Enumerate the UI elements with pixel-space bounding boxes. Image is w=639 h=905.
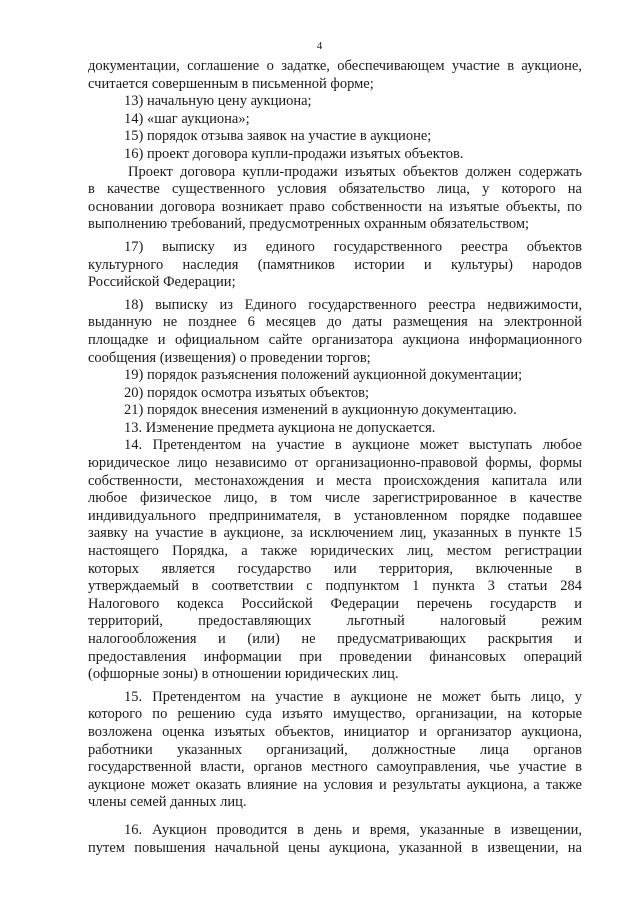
paragraph-start: 16. Аукцион проводится в день и время, указанные в извещении, [124,821,582,838]
text-line: в качестве существенного условия обязательство лица, у которого на [88,181,582,198]
list-item: 15) порядок отзыва заявок на участие в аукционе; [124,128,432,145]
paragraph-start: Проект договора купли-продажи изъятых объектов должен содержать [128,163,582,180]
text-line: культурного наследия (памятников истории и культуры) народов [88,256,582,273]
text-line: основании договора возникает право собственности на изъятые объекты, по [88,198,582,215]
list-item: 14) «шаг аукциона»; [124,110,250,127]
text-line: путем повышения начальной цены аукциона, указанной в извещении, на [88,839,582,856]
text-line: собственности, местонахождения и места происхождения капитала или [88,472,582,489]
text-line: индивидуального предпринимателя, в установленном порядке подавшее [88,507,582,524]
page-number: 4 [316,40,323,52]
list-item: 13) начальную цену аукциона; [124,93,312,110]
text-line: заявку на участие в аукционе, за исключением лиц, указанных в пункте 15 [88,525,582,542]
list-item: 18) выписку из Единого государственного реестра недвижимости, [124,296,582,313]
paragraph-start: 15. Претендентом на участие в аукционе не может быть лицо, у [124,688,582,705]
document-body [88,58,582,857]
text-line: территорий, предоставляющих льготный налоговый режим [88,613,582,630]
text-line: утверждаемый в соответствии с подпунктом 1 пункта 3 статьи 284 [88,578,582,595]
text-line: члены семей данных лиц. [88,794,247,811]
list-item: 21) порядок внесения изменений в аукционную документацию. [124,402,517,419]
text-line: настоящего Порядка, а также юридических лиц, местом регистрации [88,543,582,560]
text-line: юридическое лицо независимо от организационно-правовой формы, формы [88,455,582,472]
text-line: площадке и официальном сайте организатора аукциона информационного [88,331,582,348]
text-line: работники указанных организаций, должностные лица органов [88,741,582,758]
text-line: считается совершенным в письменной форме; [88,75,374,92]
list-item: 17) выписку из единого государственного реестра объектов [124,238,582,255]
text-line: (офшорные зоны) в отношении юридических лиц. [88,666,399,683]
text-line: предоставления информации при проведении финансовых операций [88,648,582,665]
text-line: Российской Федерации; [88,274,236,291]
paragraph-start: 14. Претендентом на участие в аукционе может выступать любое [124,437,582,454]
text-line: которых является государство или территория, включенные в [88,560,582,577]
text-line: аукционе может оказать влияние на условия и результаты аукциона, а также [88,776,582,793]
text-line: возложена оценка изъятых объектов, инициатор и организатор аукциона, [88,723,582,740]
text-line: которого по решению суда изъято имущество, организации, на которые [88,706,582,723]
text-line: любое физическое лицо, в том числе зарегистрированное в качестве [88,490,582,507]
list-item: 19) порядок разъяснения положений аукционной документации; [124,367,523,384]
text-line: выполнению требований, предусмотренных охранным обязательством; [88,216,530,233]
text-line: документации, соглашение о задатке, обеспечивающем участие в аукционе, [88,58,582,74]
text-line: сообщения (извещения) о проведении торгов; [88,349,371,366]
text-line: государственной власти, органов местного самоуправления, чье участие в [88,759,582,776]
text-line: Налогового кодекса Российской Федерации перечень государств и [88,595,582,612]
paragraph-start: 13. Изменение предмета аукциона не допускается. [124,419,436,436]
text-line: выданную не позднее 6 месяцев до даты размещения на электронной [88,314,582,331]
text-line: налогообложения и (или) не предусматривающих раскрытия и [88,631,582,647]
list-item: 16) проект договора купли-продажи изъятых объектов. [124,145,464,162]
list-item: 20) порядок осмотра изъятых объектов; [124,384,369,401]
